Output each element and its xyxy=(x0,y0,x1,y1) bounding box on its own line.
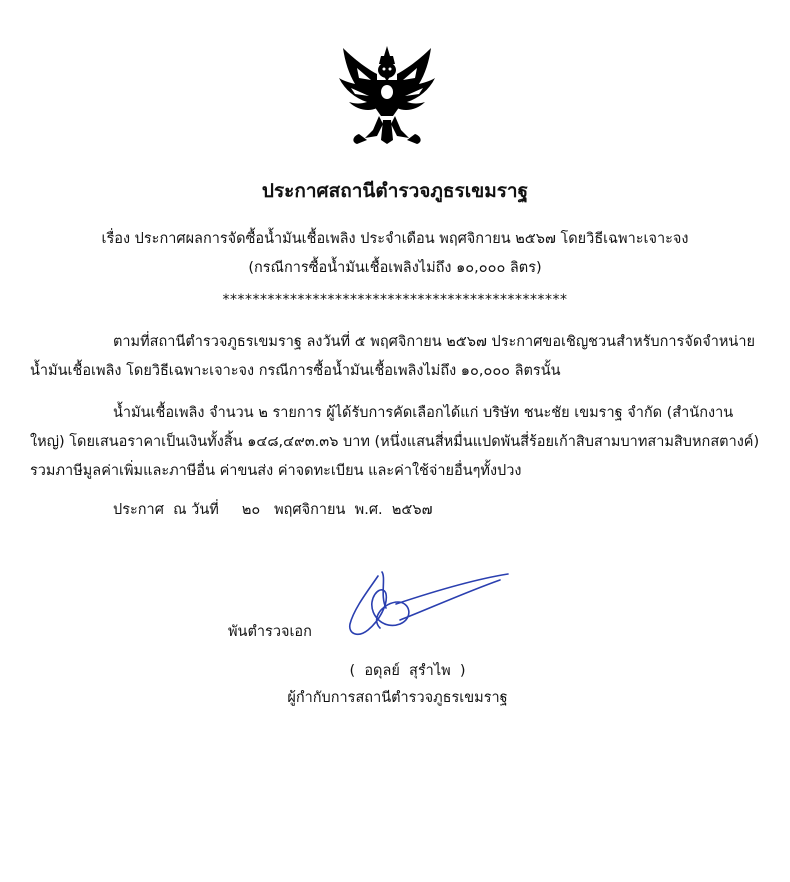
signatory-name: ( อดุลย์ สุรำไพ ) xyxy=(349,663,466,679)
body-paragraph-2 xyxy=(30,399,765,486)
garuda-emblem-icon xyxy=(337,44,437,146)
document-subject: เรื่อง ประกาศผลการจัดซื้อน้ำมันเชื้อเพลิง ประจำเดือน พฤศจิกายน ๒๕๖๗ โดยวิธีเฉพาะเจาะจง xyxy=(101,231,689,247)
announcement-date: ประกาศ ณ วันที่ ๒๐ พฤศจิกายน พ.ศ. ๒๕๖๗ xyxy=(113,502,433,518)
handwritten-signature xyxy=(340,568,515,648)
paragraph-1-text: ตามที่สถานีตำรวจภูธรเขมราฐ ลงวันที่ ๕ พฤศจิกายน ๒๕๖๗ ประกาศขอเชิญชวนสำหรับการจัดจำหน่ายน้ำมันเชื้อเพลิง โดยวิธีเฉพาะเจาะจง กรณีการซื้อน้ำมันเชื้อเพลิงไม่ถึง ๑๐,๐๐๐ ลิตรนั้น xyxy=(30,334,755,379)
separator-line: ********************************************** xyxy=(222,292,568,308)
body-paragraph-1 xyxy=(30,328,765,386)
signatory-rank: พันตำรวจเอก xyxy=(228,624,312,640)
signatory-position: ผู้กำกับการสถานีตำรวจภูธรเขมราฐ xyxy=(287,690,508,706)
document-title: ประกาศสถานีตำรวจภูธรเขมราฐ xyxy=(261,180,529,202)
document-subject-note: (กรณีการซื้อน้ำมันเชื้อเพลิงไม่ถึง ๑๐,๐๐๐ ลิตร) xyxy=(248,260,542,276)
paragraph-2-text: น้ำมันเชื้อเพลิง จำนวน ๒ รายการ ผู้ได้รับการคัดเลือกได้แก่ บริษัท ชนะชัย เขมราฐ จำกัด (สำนักงานใหญ่) โดยเสนอราคาเป็นเงินทั้งสิ้น ๑๔๘,๔๙๓.๓๖ บาท (หนึ่งแสนสี่หมื่นแปดพันสี่ร้อยเก้าสิบสามบาทสามสิบหกสตางค์) รวมภาษีมูลค่าเพิ่มและภาษีอื่น ค่าขนส่ง ค่าจดทะเบียน และค่าใช้จ่ายอื่นๆทั้งปวง xyxy=(30,405,760,479)
